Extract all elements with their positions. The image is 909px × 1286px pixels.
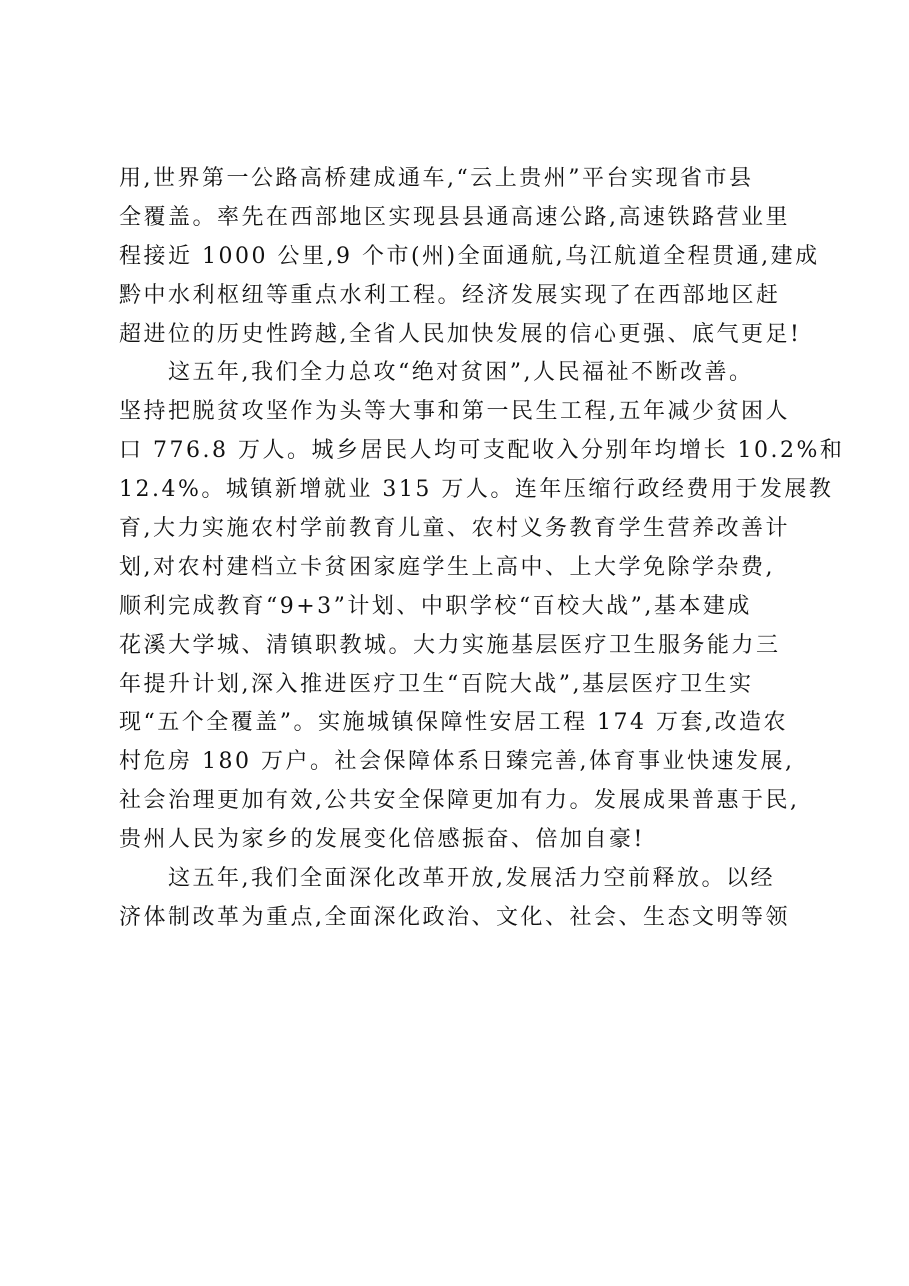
text-line: 贵州人民为家乡的发展变化倍感振奋、倍加自豪!	[119, 827, 645, 853]
text-line: 这五年,我们全面深化改革开放,发展活力空前释放。以经	[119, 866, 775, 892]
text-line: 济体制改革为重点,全面深化政治、文化、社会、生态文明等领	[119, 904, 790, 930]
text-line: 年提升计划,深入推进医疗卫生“百院大战”,基层医疗卫生实	[119, 671, 754, 697]
text-line: 村危房 180 万户。社会保障体系日臻完善,体育事业快速发展,	[119, 749, 795, 775]
text-line: 育,大力实施农村学前教育儿童、农村义务教育学生营养改善计	[119, 516, 790, 542]
text-line: 这五年,我们全力总攻“绝对贫困”,人民福祉不断改善。	[119, 360, 754, 386]
text-line: 现“五个全覆盖”。实施城镇保障性安居工程 174 万套,改造农	[119, 710, 788, 736]
text-line: 顺利完成教育“9+3”计划、中职学校“百校大战”,基本建成	[119, 593, 752, 619]
text-line: 社会治理更加有效,公共安全保障更加有力。发展成果普惠于民,	[119, 788, 800, 814]
text-line: 程接近 1000 公里,9 个市(州)全面通航,乌江航道全程贯通,建成	[119, 243, 820, 269]
text-line: 用,世界第一公路高桥建成通车,“云上贵州”平台实现省市县	[119, 166, 754, 191]
text-line: 超进位的历史性跨越,全省人民加快发展的信心更强、底气更足!	[119, 321, 802, 347]
text-line: 划,对农村建档立卡贫困家庭学生上高中、上大学免除学杂费,	[119, 554, 775, 580]
text-line: 黔中水利枢纽等重点水利工程。经济发展实现了在西部地区赶	[119, 282, 781, 308]
text-line: 口 776.8 万人。城乡居民人均可支配收入分别年均增长 10.2%和	[119, 438, 845, 464]
text-line: 12.4%。城镇新增就业 315 万人。连年压缩行政经费用于发展教	[119, 477, 834, 503]
text-line: 全覆盖。率先在西部地区实现县县通高速公路,高速铁路营业里	[119, 204, 790, 230]
text-line: 花溪大学城、清镇职教城。大力实施基层医疗卫生服务能力三	[119, 632, 781, 658]
body-text	[119, 160, 845, 938]
text-line: 坚持把脱贫攻坚作为头等大事和第一民生工程,五年减少贫困人	[119, 399, 790, 425]
